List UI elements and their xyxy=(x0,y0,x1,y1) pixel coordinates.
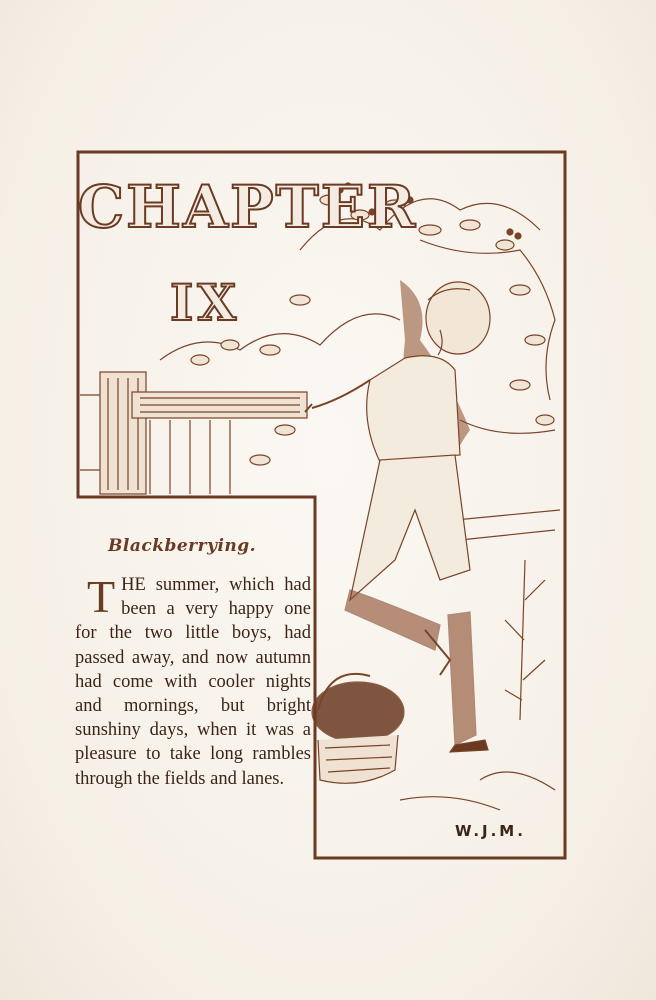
chapter-number: IX xyxy=(170,273,241,332)
chapter-body-text xyxy=(75,573,311,791)
chapter-heading: CHAPTER xyxy=(78,173,418,241)
chapter-subtitle: Blackberrying. xyxy=(108,536,257,556)
body-paragraph: HE summer, which had been a very happy one for the two little boys, had passed away, and now autumn had come with cooler nights and mornings, but bright sunshiny days, when it was a pleasure to take long rambles through the fields and lanes. xyxy=(75,575,311,789)
artist-signature: W.J.M. xyxy=(455,822,526,840)
drop-cap-letter: T xyxy=(87,571,116,622)
